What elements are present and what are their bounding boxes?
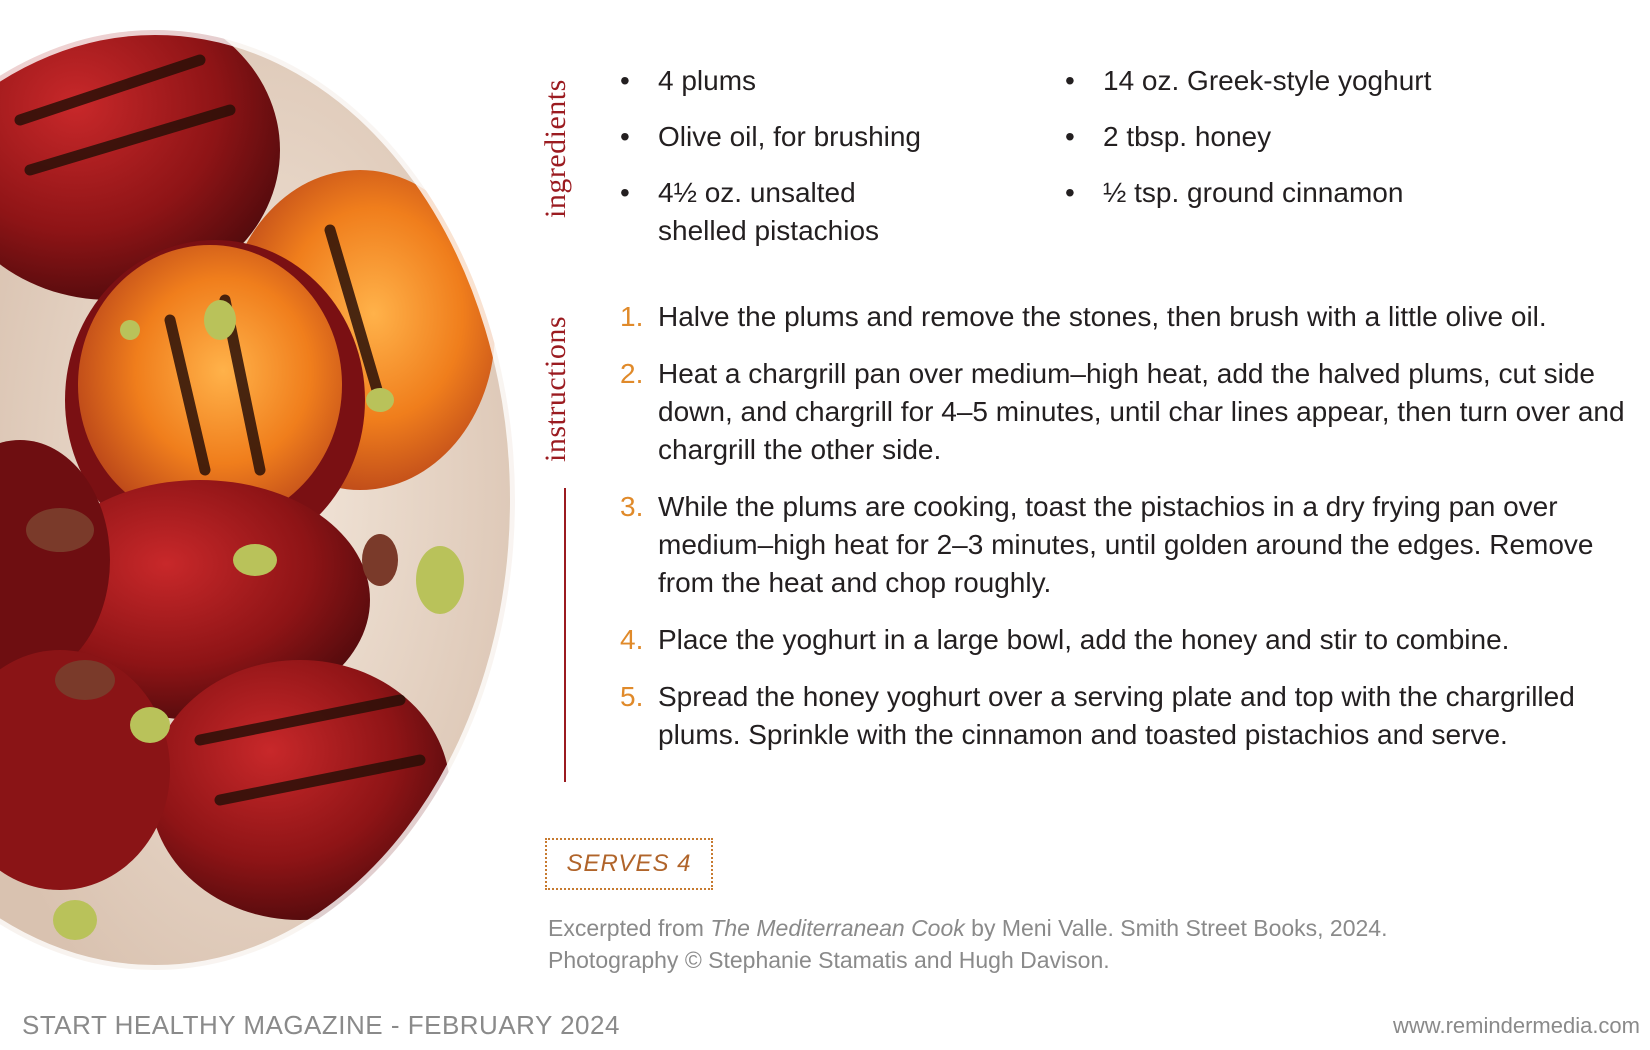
serves-badge: SERVES 4 xyxy=(545,838,713,890)
photo-credit: Photography © Stephanie Stamatis and Hugh Davison. xyxy=(548,947,1110,973)
instruction-step xyxy=(620,678,1630,754)
step-number: 3. xyxy=(620,491,644,522)
bullet-icon: • xyxy=(1065,121,1075,152)
bullet-icon: • xyxy=(620,121,630,152)
bullet-icon: • xyxy=(620,177,630,208)
ingredient-item: • Olive oil, for brushing xyxy=(620,118,950,156)
website-link[interactable]: www.remindermedia.com xyxy=(1393,1013,1640,1038)
step-number: 4. xyxy=(620,624,644,655)
bullet-icon: • xyxy=(1065,65,1075,96)
instruction-step xyxy=(620,298,1630,336)
step-text: Halve the plums and remove the stones, then brush with a little olive oil. xyxy=(658,301,1547,332)
ingredient-item: • ½ tsp. ground cinnamon xyxy=(1065,174,1545,212)
instructions-heading: instructions xyxy=(539,316,572,462)
magazine-footer: START HEALTHY MAGAZINE - FEBRUARY 2024 xyxy=(22,1010,620,1040)
instruction-step xyxy=(620,488,1630,602)
instruction-step xyxy=(620,621,1630,659)
step-text: Heat a chargrill pan over medium–high heat, add the halved plums, cut side down, and chargrill for 4–5 minutes, until char lines appear, then turn over and chargrill the other side. xyxy=(658,358,1625,465)
ingredient-item: • 14 oz. Greek-style yoghurt xyxy=(1065,62,1545,100)
book-title: The Mediterranean Cook xyxy=(710,915,965,941)
step-number: 2. xyxy=(620,358,644,389)
ingredient-item: • 4½ oz. unsalted shelled pistachios xyxy=(620,174,950,250)
instructions-divider xyxy=(564,488,566,782)
step-number: 1. xyxy=(620,301,644,332)
ingredients-list-right xyxy=(1065,62,1545,230)
step-text: Spread the honey yoghurt over a serving plate and top with the chargrilled plums. Sprinkle with the cinnamon and toasted pistachios and serve. xyxy=(658,681,1575,750)
instruction-step xyxy=(620,355,1630,469)
ingredients-list-left xyxy=(620,62,950,268)
book-credit: Excerpted from The Mediterranean Cook by Meni Valle. Smith Street Books, 2024. Photography © Stephanie Stamatis and Hugh Davison. xyxy=(548,915,1388,973)
bullet-icon: • xyxy=(1065,177,1075,208)
ingredients-heading: ingredients xyxy=(539,79,572,218)
bullet-icon: • xyxy=(620,65,630,96)
ingredient-item: • 2 tbsp. honey xyxy=(1065,118,1545,156)
instructions-list xyxy=(620,298,1630,773)
step-text: Place the yoghurt in a large bowl, add the honey and stir to combine. xyxy=(658,624,1510,655)
grilled-plums-photo xyxy=(0,0,520,975)
ingredient-item: • 4 plums xyxy=(620,62,950,100)
step-number: 5. xyxy=(620,681,644,712)
step-text: While the plums are cooking, toast the pistachios in a dry frying pan over medium–high heat for 2–3 minutes, until golden around the edges. Remove from the heat and chop roughly. xyxy=(658,491,1594,598)
